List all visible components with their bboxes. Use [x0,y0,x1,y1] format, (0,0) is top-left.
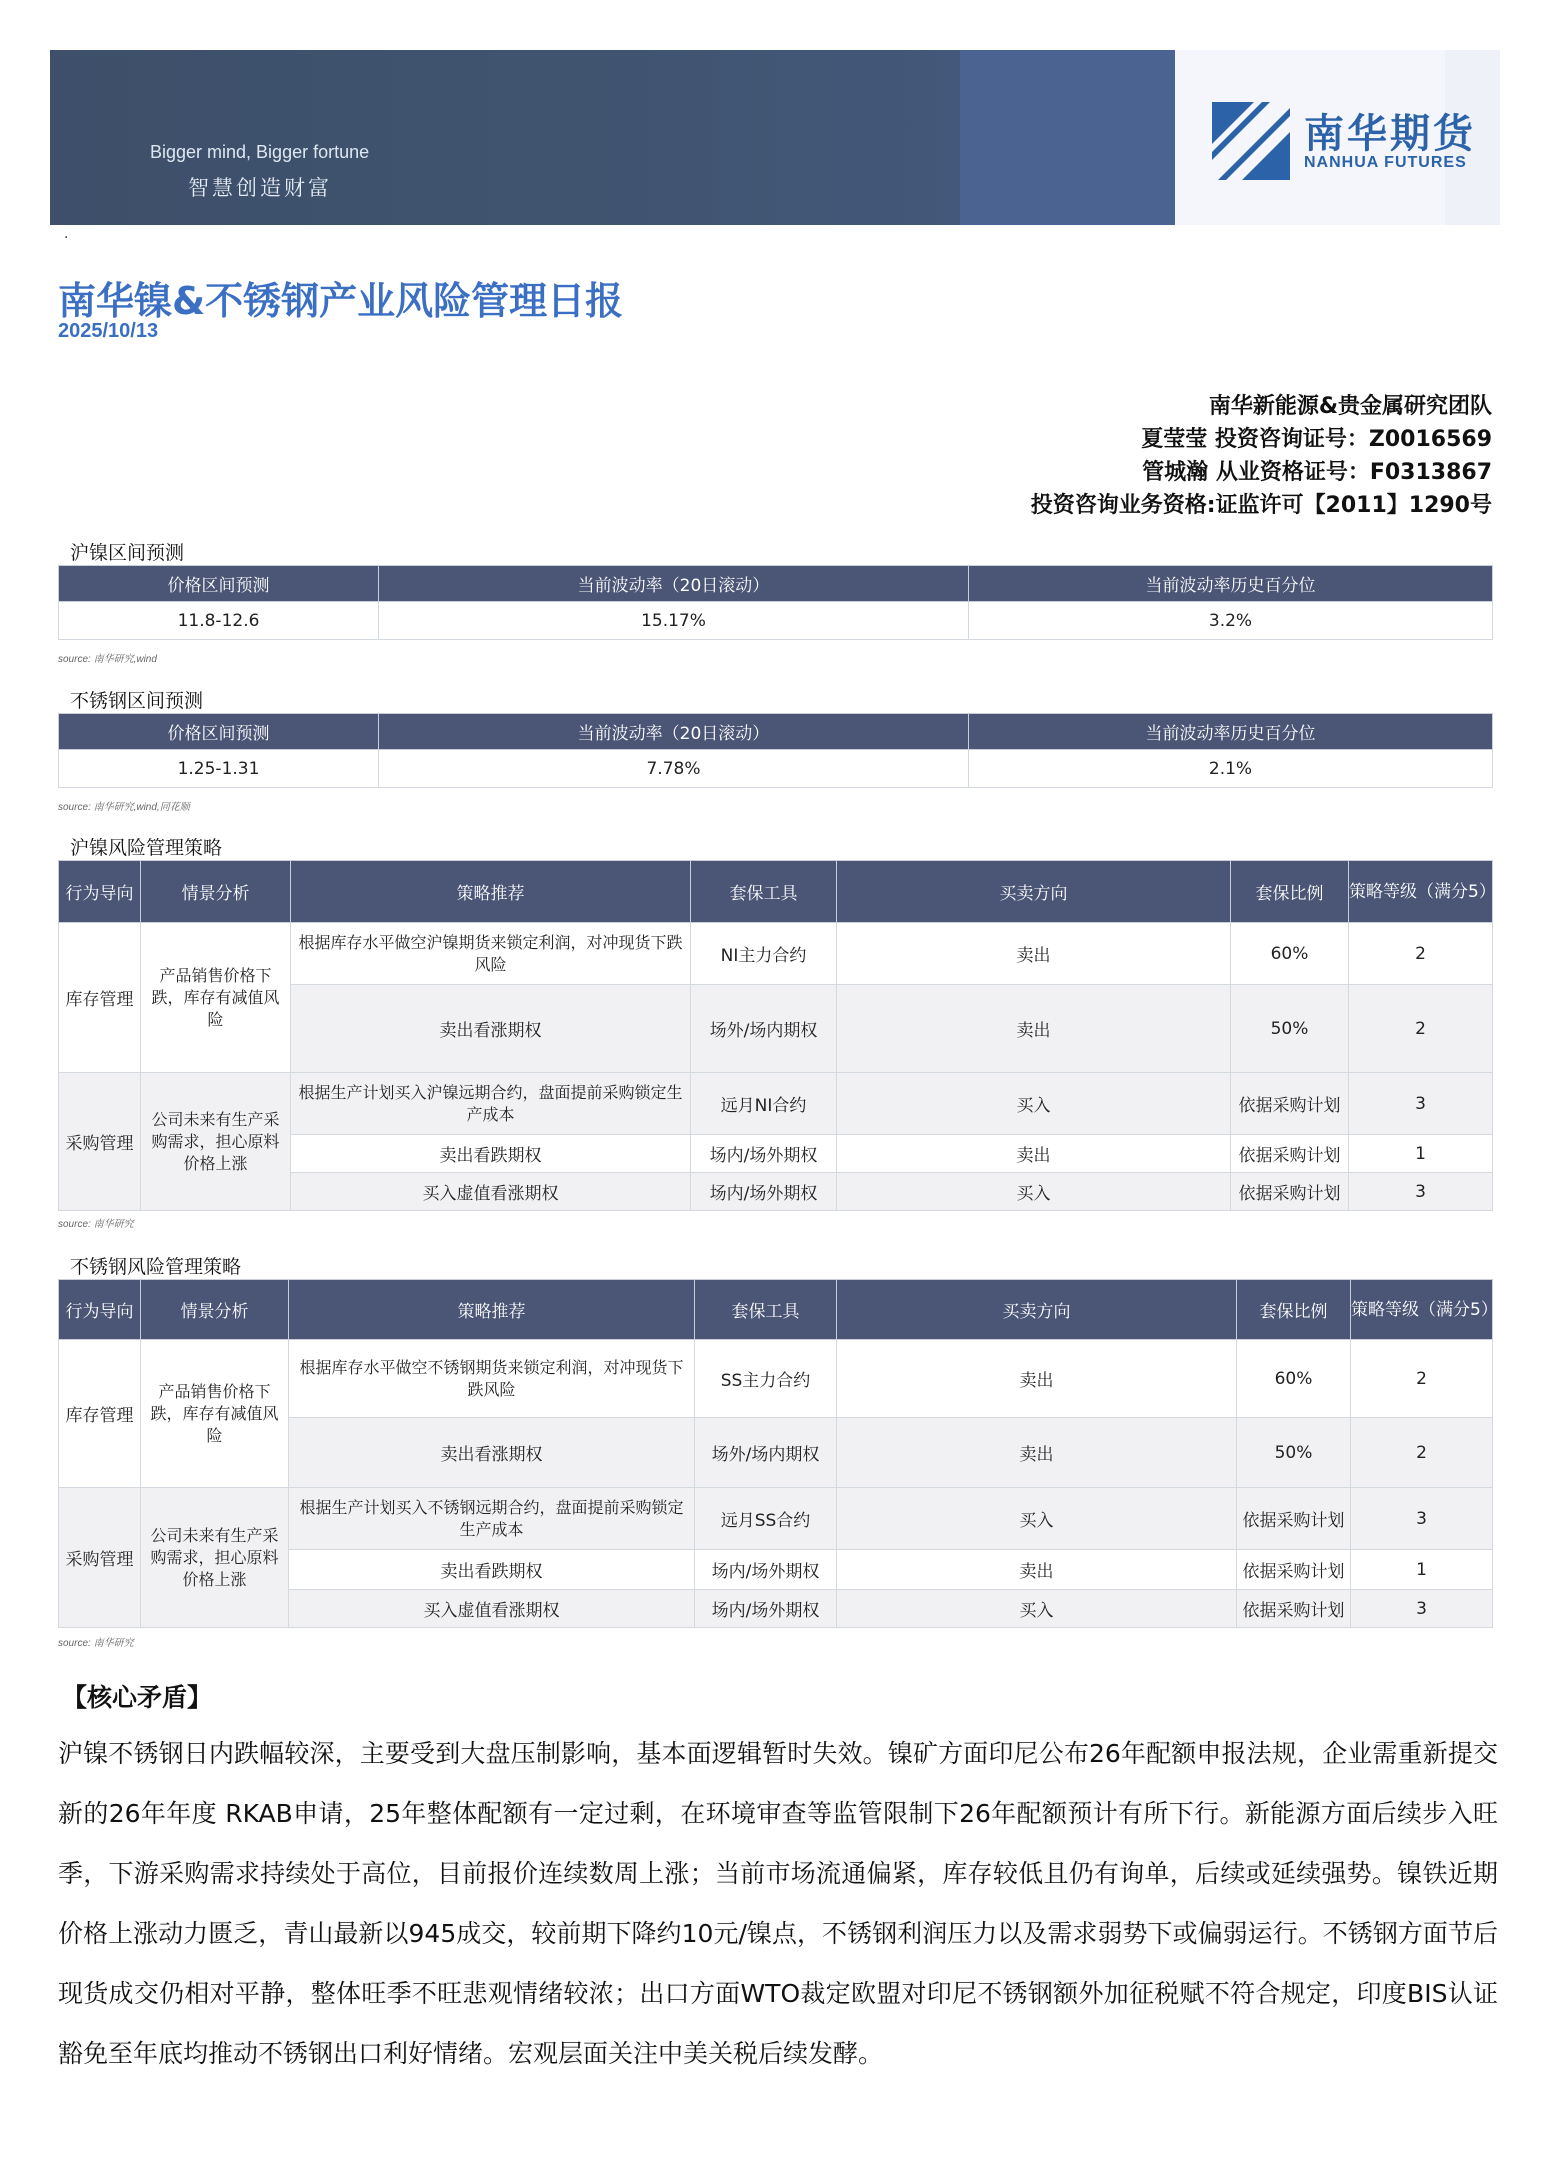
rating-cell: 1 [1349,1135,1493,1173]
direction-cell: 采购管理 [59,1073,141,1211]
tool-cell: 远月NI合约 [691,1073,837,1135]
source-note: source: 南华研究,wind [58,654,157,665]
license-info: 投资咨询业务资格:证监许可【2011】1290号 [1030,493,1492,518]
column-header: 策略推荐 [289,1280,695,1340]
column-header: 套保比例 [1237,1280,1351,1340]
column-header: 策略推荐 [291,861,691,923]
source-note: source: 南华研究 [58,1219,134,1230]
hedge-ratio-cell: 依据采购计划 [1231,1073,1349,1135]
analyst-1: 夏莹莹 投资咨询证号：Z0016569 [1141,427,1492,452]
scenario-cell: 产品销售价格下跌，库存有减值风险 [141,923,291,1073]
tool-cell: 场内/场外期权 [695,1550,837,1590]
ss-strategy-title: 不锈钢风险管理策略 [70,1256,242,1278]
nanhua-logo-icon [1212,102,1290,180]
column-header: 行为导向 [59,861,141,923]
table-row [59,1340,1493,1418]
scenario-cell: 公司未来有生产采购需求，担心原料价格上涨 [141,1488,289,1628]
tool-cell: SS主力合约 [695,1340,837,1418]
percentile-cell: 2.1% [969,750,1493,788]
source-note: source: 南华研究,wind,同花顺 [58,802,190,813]
hedge-ratio-cell: 依据采购计划 [1231,1135,1349,1173]
direction-cell: 库存管理 [59,1340,141,1488]
column-header: 价格区间预测 [59,566,379,602]
separator-dot: · [64,230,69,246]
company-logo [1212,102,1492,182]
logo-text-en: NANHUA FUTURES [1304,154,1467,171]
column-header: 价格区间预测 [59,714,379,750]
ni-range-title: 沪镍区间预测 [70,542,185,564]
table-row [59,602,1493,640]
trade-direction-cell: 卖出 [837,1340,1237,1418]
volatility-cell: 15.17% [379,602,969,640]
column-header: 情景分析 [141,861,291,923]
table-row [59,1073,1493,1135]
scenario-cell: 公司未来有生产采购需求，担心原料价格上涨 [141,1073,291,1211]
table-header-row [59,1280,1493,1340]
hedge-ratio-cell: 依据采购计划 [1237,1550,1351,1590]
column-header: 套保工具 [691,861,837,923]
rating-cell: 3 [1349,1073,1493,1135]
team-name: 南华新能源&贵金属研究团队 [1208,394,1492,419]
column-header: 当前波动率（20日滚动） [379,714,969,750]
tool-cell: 场外/场内期权 [695,1418,837,1488]
column-header: 策略等级（满分5） [1349,861,1493,923]
volatility-cell: 7.78% [379,750,969,788]
tool-cell: NI主力合约 [691,923,837,985]
strategy-cell: 买入虚值看涨期权 [291,1173,691,1211]
team-info [1031,390,1492,522]
strategy-cell: 卖出看跌期权 [291,1135,691,1173]
core-paragraph: 沪镍不锈钢日内跌幅较深，主要受到大盘压制影响，基本面逻辑暂时失效。镍矿方面印尼公布26年配额申报法规，企业需重新提交新的26年年度 RKAB申请，25年整体配额有一定过剩，在环境审查等监管限制下26年配额预计有所下行。新能源方面后续步入旺季，下游采购需求持续处于高位，目前报价连续数周上涨；当前市场流通偏紧，库存较低且仍有询单，后续或延续强势。镍铁近期价格上涨动力匮乏，青山最新以945成交，较前期下降约10元/镍点，不锈钢利润压力以及需求弱势下或偏弱运行。不锈钢方面节后现货成交仍相对平静，整体旺季不旺悲观情绪较浓；出口方面WTO裁定欧盟对印尼不锈钢额外加征税赋不符合规定，印度BIS认证豁免至年底均推动不锈钢出口利好情绪。宏观层面关注中美关税后续发酵。 [58,1739,1498,2068]
price-range-cell: 11.8-12.6 [59,602,379,640]
tool-cell: 远月SS合约 [695,1488,837,1550]
tool-cell: 场内/场外期权 [691,1135,837,1173]
trade-direction-cell: 买入 [837,1590,1237,1628]
trade-direction-cell: 买入 [837,1173,1231,1211]
ss-range-title: 不锈钢区间预测 [70,690,204,712]
column-header: 当前波动率历史百分位 [969,566,1493,602]
strategy-cell: 卖出看跌期权 [289,1550,695,1590]
report-date: 2025/10/13 [58,320,159,342]
column-header: 行为导向 [59,1280,141,1340]
rating-cell: 2 [1351,1418,1493,1488]
ni-range-table [58,565,1493,640]
tool-cell: 场内/场外期权 [695,1590,837,1628]
strategy-cell: 根据库存水平做空沪镍期货来锁定利润，对冲现货下跌风险 [291,923,691,985]
column-header: 套保工具 [695,1280,837,1340]
rating-cell: 1 [1351,1550,1493,1590]
column-header: 情景分析 [141,1280,289,1340]
tool-cell: 场内/场外期权 [691,1173,837,1211]
strategy-cell: 买入虚值看涨期权 [289,1590,695,1628]
price-range-cell: 1.25-1.31 [59,750,379,788]
header-banner [50,50,1500,225]
logo-text-cn: 南华期货 [1304,111,1476,157]
table-header-row [59,714,1493,750]
hedge-ratio-cell: 50% [1231,985,1349,1073]
core-heading: 【核心矛盾】 [62,1683,213,1712]
rating-cell: 2 [1349,923,1493,985]
source-note: source: 南华研究 [58,1638,134,1649]
table-header-row [59,861,1493,923]
strategy-cell: 卖出看涨期权 [289,1418,695,1488]
trade-direction-cell: 买入 [837,1073,1231,1135]
tool-cell: 场外/场内期权 [691,985,837,1073]
percentile-cell: 3.2% [969,602,1493,640]
ss-range-table [58,713,1493,788]
hedge-ratio-cell: 60% [1231,923,1349,985]
table-header-row [59,566,1493,602]
rating-cell: 3 [1349,1173,1493,1211]
trade-direction-cell: 卖出 [837,1135,1231,1173]
hedge-ratio-cell: 依据采购计划 [1237,1590,1351,1628]
hedge-ratio-cell: 50% [1237,1418,1351,1488]
column-header: 套保比例 [1231,861,1349,923]
scenario-cell: 产品销售价格下跌，库存有减值风险 [141,1340,289,1488]
table-row [59,1488,1493,1550]
ni-strategy-table [58,860,1496,1211]
slogan-cn: 智慧创造财富 [188,176,332,200]
hedge-ratio-cell: 依据采购计划 [1237,1488,1351,1550]
trade-direction-cell: 卖出 [837,1550,1237,1590]
ss-strategy-table [58,1279,1498,1628]
rating-cell: 2 [1351,1340,1493,1418]
column-header: 当前波动率（20日滚动） [379,566,969,602]
trade-direction-cell: 卖出 [837,923,1231,985]
column-header: 策略等级（满分5） [1351,1280,1493,1340]
rating-cell: 2 [1349,985,1493,1073]
strategy-cell: 根据生产计划买入不锈钢远期合约，盘面提前采购锁定生产成本 [289,1488,695,1550]
strategy-cell: 根据库存水平做空不锈钢期货来锁定利润，对冲现货下跌风险 [289,1340,695,1418]
rating-cell: 3 [1351,1590,1493,1628]
ni-strategy-title: 沪镍风险管理策略 [70,837,223,859]
hedge-ratio-cell: 依据采购计划 [1231,1173,1349,1211]
table-row [59,750,1493,788]
table-row [59,923,1493,985]
trade-direction-cell: 买入 [837,1488,1237,1550]
direction-cell: 库存管理 [59,923,141,1073]
column-header: 当前波动率历史百分位 [969,714,1493,750]
strategy-cell: 根据生产计划买入沪镍远期合约，盘面提前采购锁定生产成本 [291,1073,691,1135]
rating-cell: 3 [1351,1488,1493,1550]
analyst-2: 管城瀚 从业资格证号：F0313867 [1142,460,1492,485]
trade-direction-cell: 卖出 [837,1418,1237,1488]
hedge-ratio-cell: 60% [1237,1340,1351,1418]
trade-direction-cell: 卖出 [837,985,1231,1073]
slogan-en: Bigger mind, Bigger fortune [150,142,370,162]
column-header: 买卖方向 [837,1280,1237,1340]
strategy-cell: 卖出看涨期权 [291,985,691,1073]
report-title: 南华镍&不锈钢产业风险管理日报 [58,279,624,323]
banner-mid-panel [960,50,1175,225]
banner-dark-panel [50,50,960,225]
direction-cell: 采购管理 [59,1488,141,1628]
column-header: 买卖方向 [837,861,1231,923]
